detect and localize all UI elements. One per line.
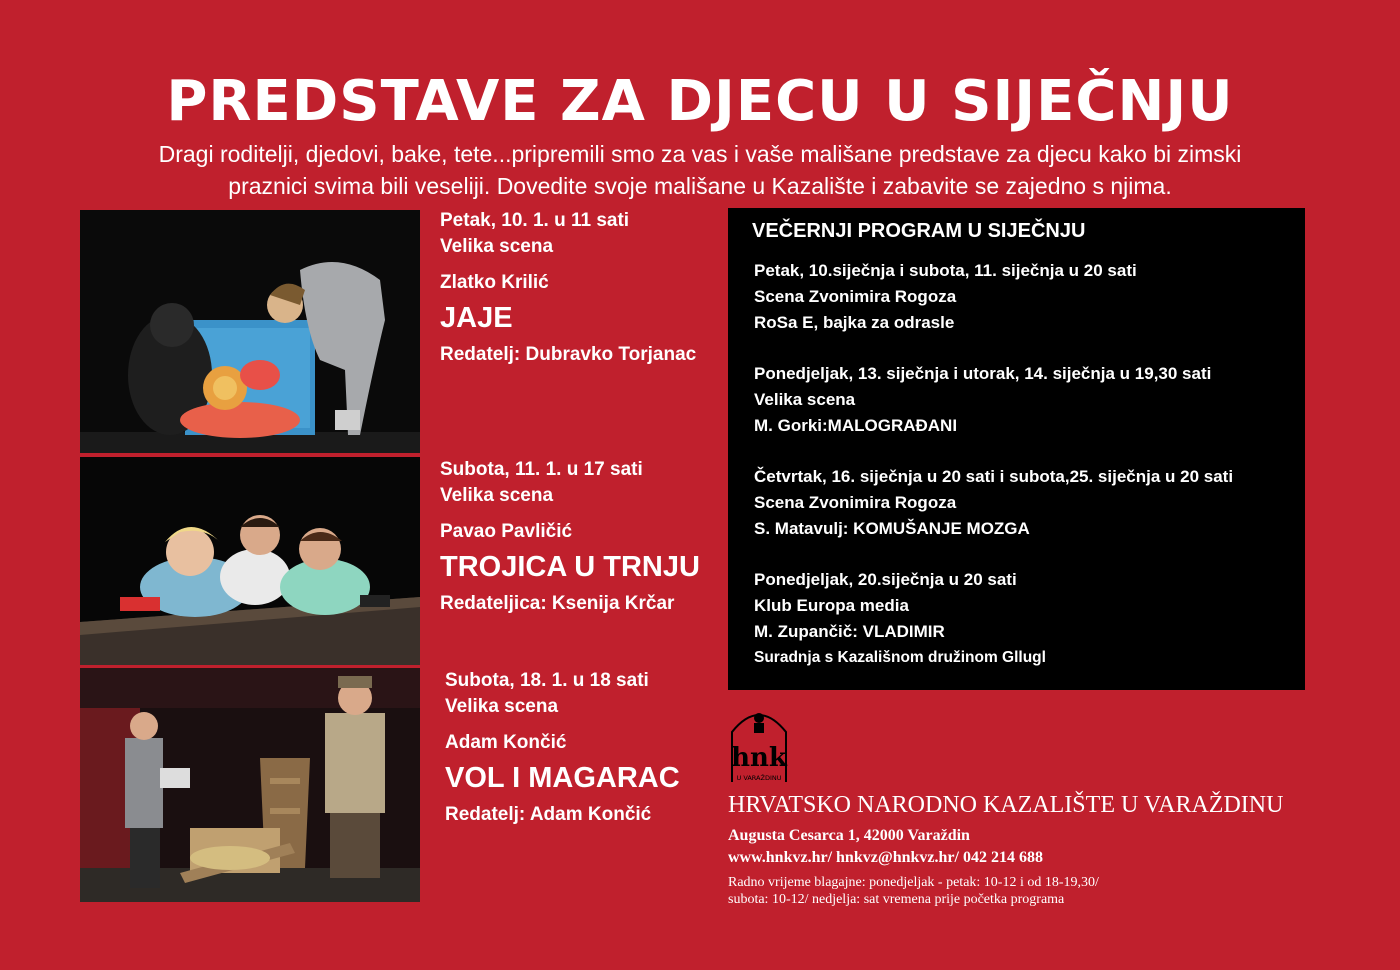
show-date: Petak, 10. 1. u 11 sati	[440, 210, 630, 231]
show-stage: Velika scena	[445, 696, 559, 717]
box-office-hours	[728, 874, 1099, 908]
show-name: JAJE	[440, 302, 513, 334]
show-vol-i-magarac	[445, 668, 680, 828]
entry-when: Četvrtak, 16. siječnja u 20 sati i subota,25. siječnja u 20 sati	[754, 467, 1234, 486]
entry-note: Suradnja s Kazališnom družinom Gllugl	[754, 649, 1046, 666]
intro-line: Dragi roditelji, djedovi, bake, tete...pripremili smo za vas i vaše mališane predstave za djecu kako bi zimski	[158, 141, 1242, 167]
show-photo-jaje	[80, 210, 420, 453]
theater-contact	[728, 825, 1043, 869]
logo-city: U VARAŽDINU	[736, 774, 782, 782]
show-photo-trojica	[80, 457, 420, 665]
entry-when: Ponedjeljak, 13. siječnja i utorak, 14. siječnja u 19,30 sati	[754, 364, 1212, 383]
entry-when: Ponedjeljak, 20.siječnja u 20 sati	[754, 570, 1017, 589]
logo-letters: hnk	[731, 743, 787, 773]
hours-line: subota: 10-12/ nedjelja: sat vremena prije početka programa	[728, 892, 1065, 907]
entry-stage: Klub Europa media	[754, 596, 909, 615]
show-stage: Velika scena	[440, 236, 554, 257]
evening-program-box	[728, 208, 1305, 690]
show-date: Subota, 18. 1. u 18 sati	[445, 670, 649, 691]
show-photo-vol-i-magarac	[80, 668, 420, 902]
show-stage: Velika scena	[440, 485, 554, 506]
evening-entry	[754, 567, 1305, 671]
entry-stage: Scena Zvonimira Rogoza	[754, 493, 957, 512]
evening-entry	[754, 258, 1305, 336]
evening-heading: VEČERNJI PROGRAM U SIJEČNJU	[752, 220, 1086, 242]
entry-stage: Velika scena	[754, 390, 856, 409]
entry-play: S. Matavulj: KOMUŠANJE MOZGA	[754, 519, 1030, 538]
show-author: Pavao Pavličić	[440, 521, 573, 542]
show-author: Zlatko Krilić	[440, 272, 549, 293]
theater-name: HRVATSKO NARODNO KAZALIŠTE U VARAŽDINU	[728, 792, 1284, 818]
show-name: VOL I MAGARAC	[445, 762, 680, 794]
show-date: Subota, 11. 1. u 17 sati	[440, 459, 643, 480]
show-director: Redatelj: Adam Končić	[445, 804, 652, 825]
theater-address: Augusta Cesarca 1, 42000 Varaždin	[728, 827, 970, 844]
evening-entry	[754, 361, 1305, 439]
hnk-logo	[728, 702, 790, 789]
theater-web[interactable]: www.hnkvz.hr/ hnkvz@hnkvz.hr/ 042 214 688	[728, 849, 1043, 866]
intro-text	[60, 138, 1340, 202]
show-jaje	[440, 208, 696, 368]
entry-play: RoSa E, bajka za odrasle	[754, 313, 955, 332]
show-director: Redatelj: Dubravko Torjanac	[440, 344, 697, 365]
entry-when: Petak, 10.siječnja i subota, 11. siječnja u 20 sati	[754, 261, 1137, 280]
intro-line: praznici svima bili veseliji. Dovedite svoje mališane u Kazalište i zabavite se zajedno s njima.	[228, 173, 1172, 199]
entry-stage: Scena Zvonimira Rogoza	[754, 287, 957, 306]
hours-line: Radno vrijeme blagajne: ponedjeljak - petak: 10-12 i od 18-19,30/	[728, 875, 1099, 890]
show-trojica	[440, 457, 700, 617]
entry-play: M. Gorki:MALOGRAĐANI	[754, 416, 958, 435]
entry-play: M. Zupančič: VLADIMIR	[754, 622, 945, 641]
page-title: PREDSTAVE ZA DJECU U SIJEČNJU	[166, 69, 1234, 134]
evening-entry	[754, 464, 1305, 542]
show-name: TROJICA U TRNJU	[440, 551, 700, 583]
show-director: Redateljica: Ksenija Krčar	[440, 593, 675, 614]
show-author: Adam Končić	[445, 732, 567, 753]
